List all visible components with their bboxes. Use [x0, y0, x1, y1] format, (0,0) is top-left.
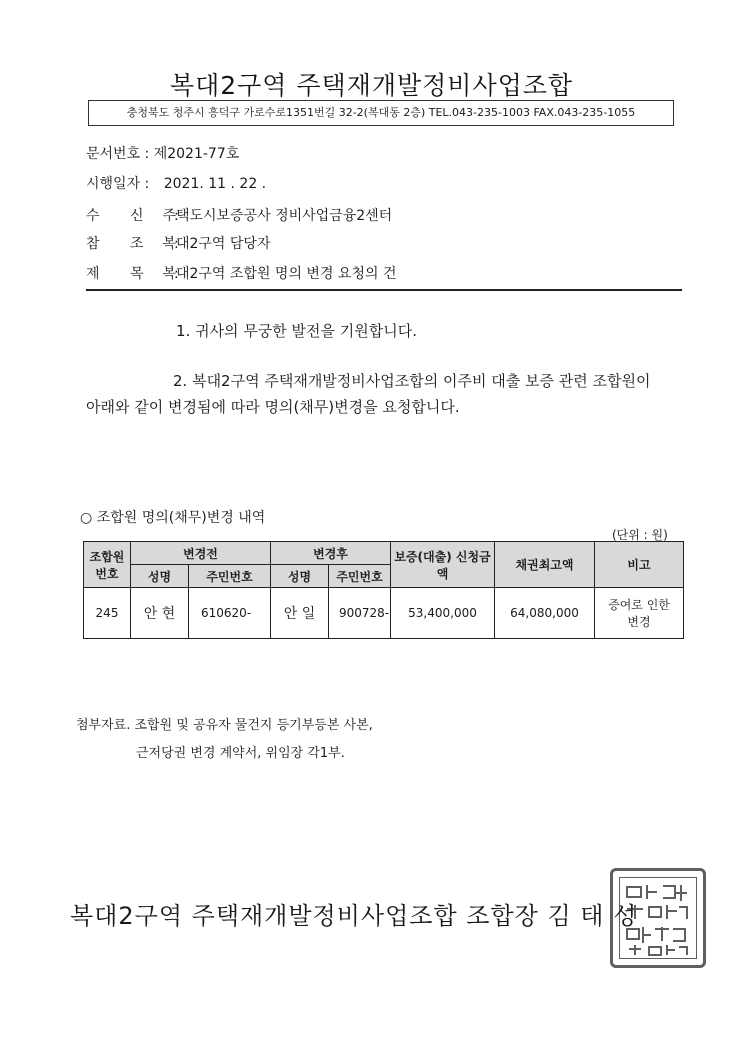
document-title: 복대2구역 주택재개발정비사업조합	[169, 71, 574, 100]
cell-after-name: 안 일	[271, 588, 329, 639]
official-seal-stamp	[610, 868, 706, 968]
header-before-name: 성명	[131, 565, 189, 588]
recipient-row	[86, 205, 392, 225]
cell-member-no: 245	[84, 588, 131, 639]
reference-label: 참 조 :	[86, 236, 179, 252]
cell-max-claim: 64,080,000	[495, 588, 595, 639]
cell-before-name: 안 현	[131, 588, 189, 639]
subject-value: 복대2구역 조합원 명의 변경 요청의 건	[162, 266, 397, 282]
recipient-value: 주택도시보증공사 정비사업금융2센터	[162, 208, 393, 224]
section-title: ○ 조합원 명의(채무)변경 내역	[80, 510, 266, 526]
header-divider	[86, 289, 682, 291]
doc-number-row	[86, 143, 239, 163]
table-header-row-1	[84, 542, 684, 565]
cell-after-id: 900728-	[329, 588, 391, 639]
subject-label: 제 목 :	[86, 266, 179, 282]
header-guarantee: 보증(대출) 신청금액	[391, 542, 495, 588]
reference-row	[86, 233, 270, 253]
change-table	[83, 541, 684, 639]
attachments-line-2: 근저당권 변경 계약서, 위임장 각1부.	[136, 746, 345, 761]
doc-number-value: 제2021-77호	[153, 146, 240, 162]
cell-before-id: 610620-	[189, 588, 271, 639]
table-row	[84, 588, 684, 639]
header-max-claim: 채권최고액	[495, 542, 595, 588]
cell-remarks: 증여로 인한 변경	[595, 588, 684, 639]
header-after: 변경후	[271, 542, 391, 565]
date-label: 시행일자 :	[86, 176, 150, 192]
signature-line: 복대2구역 주택재개발정비사업조합 조합장 김 태 성	[70, 902, 638, 930]
date-row	[86, 173, 266, 193]
attachments-line-1: 첨부자료. 조합원 및 공유자 물건지 등기부등본 사본,	[76, 718, 373, 733]
paragraph-2-line-2: 아래와 같이 변경됨에 따라 명의(채무)변경을 요청합니다.	[86, 398, 460, 416]
reference-value: 복대2구역 담당자	[162, 236, 271, 252]
address-box: 충청북도 청주시 흥덕구 가로수로1351번길 32-2(복대동 2층) TEL.043-235-1003 FAX.043-235-1055	[88, 100, 674, 126]
header-before: 변경전	[131, 542, 271, 565]
seal-pattern-icon	[613, 871, 703, 965]
cell-guarantee: 53,400,000	[391, 588, 495, 639]
header-after-name: 성명	[271, 565, 329, 588]
unit-note: (단위 : 원)	[612, 528, 668, 542]
header-before-id: 주민번호	[189, 565, 271, 588]
paragraph-2-line-1: 2. 복대2구역 주택재개발정비사업조합의 이주비 대출 보증 관련 조합원이	[173, 372, 651, 390]
recipient-label: 수 신 :	[86, 208, 179, 224]
header-after-id: 주민번호	[329, 565, 391, 588]
doc-number-label: 문서번호 :	[86, 146, 150, 162]
header-remarks: 비고	[595, 542, 684, 588]
paragraph-1: 1. 귀사의 무궁한 발전을 기원합니다.	[176, 322, 418, 340]
subject-row	[86, 263, 396, 283]
date-value: 2021. 11 . 22 .	[163, 176, 267, 192]
header-member-no: 조합원 번호	[84, 542, 131, 588]
